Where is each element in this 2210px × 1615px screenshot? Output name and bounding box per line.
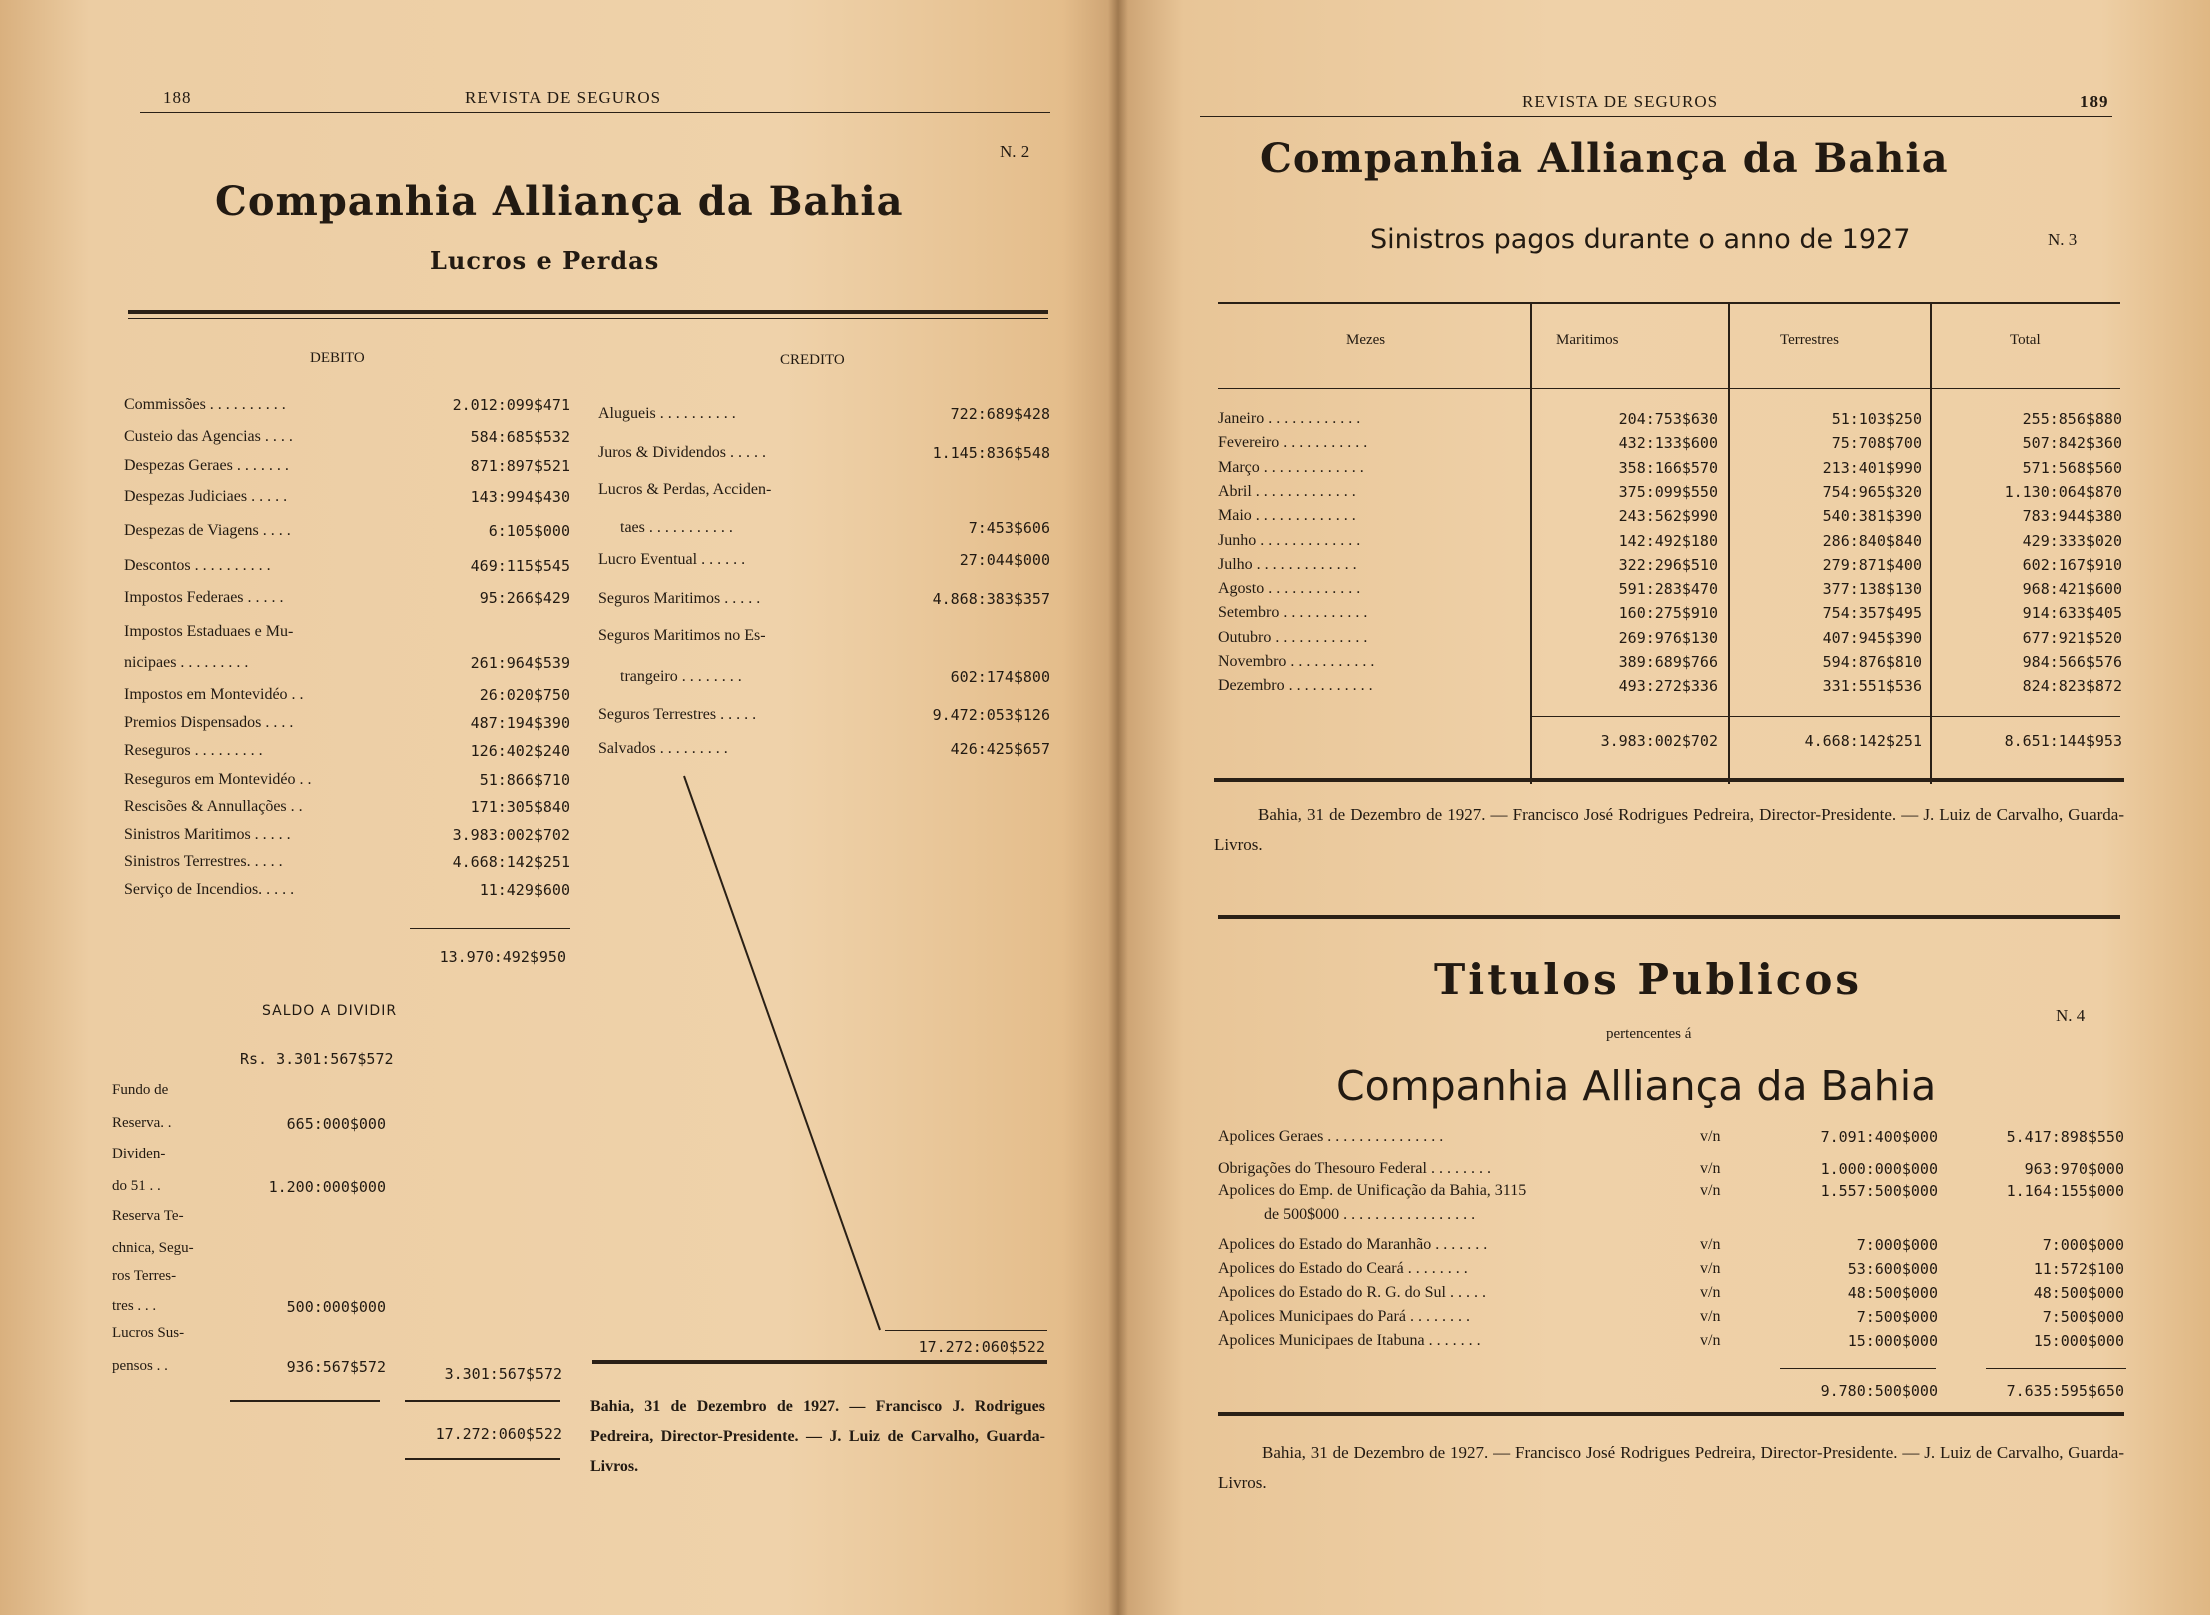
saldo-item-label: chnica, Segu- [112, 1240, 194, 1256]
debito-label: nicipaes . . . . . . . . . [124, 654, 249, 671]
total-value: 914:633$405 [2022, 604, 2122, 623]
terrestres-value: 213:401$990 [1822, 458, 1922, 477]
credito-label: Seguros Maritimos . . . . . [598, 590, 761, 607]
credito-footer-rule [592, 1360, 1047, 1364]
credito-label: Alugueis . . . . . . . . . . [598, 405, 736, 422]
total-value: 571:568$560 [2022, 458, 2122, 477]
debito-label: Commissões . . . . . . . . . . [124, 396, 286, 413]
saldo-total: 3.301:567$572 [444, 1365, 562, 1383]
total-value: 255:856$880 [2022, 410, 2122, 428]
total-value: 429:333$020 [2022, 531, 2122, 550]
maritimos-value: 493:272$336 [1618, 677, 1718, 696]
debito-label: Sinistros Terrestres. . . . . [124, 853, 283, 870]
titulo-valor: 5.417:898$550 [2006, 1128, 2124, 1146]
titulo-vn: v/n [1700, 1160, 1721, 1177]
month-label: Dezembro . . . . . . . . . . . [1218, 677, 1373, 695]
col-sep-2 [1728, 304, 1730, 784]
titulos-total-nominal: 9.780:500$000 [1820, 1382, 1938, 1400]
month-label: Setembro . . . . . . . . . . . [1218, 604, 1368, 622]
debito-label: Custeio das Agencias . . . . [124, 428, 293, 445]
month-label: Março . . . . . . . . . . . . . [1218, 458, 1364, 476]
debito-value: 2.012:099$471 [452, 396, 570, 414]
saldo-heading: SALDO A DIVIDIR [262, 1003, 398, 1019]
credito-value: 602:174$800 [950, 668, 1050, 686]
titulo-vn: v/n [1700, 1236, 1721, 1253]
top-thin-rule-left [128, 318, 1048, 319]
lucros-perdas-subtitle: Lucros e Perdas [430, 246, 660, 275]
month-label: Maio . . . . . . . . . . . . . [1218, 507, 1356, 525]
maritimos-value: 269:976$130 [1618, 628, 1718, 647]
titulo-nominal: 1.557:500$000 [1820, 1182, 1938, 1200]
header-rule-right [1200, 116, 2112, 117]
maritimos-value: 358:166$570 [1618, 458, 1718, 477]
titulos-sum-rule-b [1986, 1368, 2126, 1369]
month-label: Novembro . . . . . . . . . . . [1218, 653, 1375, 670]
debito-value: 26:020$750 [479, 686, 570, 704]
credito-label: Juros & Dividendos . . . . . [598, 444, 766, 461]
table-number-4: N. 4 [2056, 1006, 2086, 1025]
titulo-nominal: 7:500$000 [1856, 1308, 1938, 1326]
terrestres-value: 540:381$390 [1822, 507, 1922, 526]
col-head-total: Total [2010, 332, 2041, 348]
terrestres-value: 754:965$320 [1822, 482, 1922, 501]
month-label: Agosto . . . . . . . . . . . . [1218, 580, 1361, 598]
maritimos-value: 432:133$600 [1618, 434, 1718, 453]
debito-value: 261:964$539 [470, 654, 570, 672]
total-terrestres: 4.668:142$251 [1804, 732, 1922, 750]
saldo-rule-a [230, 1400, 380, 1402]
total-value: 507:842$360 [2022, 434, 2122, 453]
credito-sum-rule [885, 1330, 1047, 1331]
saldo-rule-b [405, 1400, 560, 1402]
top-thick-rule-left [128, 310, 1048, 314]
running-header-right: REVISTA DE SEGUROS [1522, 92, 1719, 111]
maritimos-value: 591:283$470 [1618, 580, 1718, 599]
titulo-nominal: 1.000:000$000 [1820, 1160, 1938, 1178]
terrestres-value: 286:840$840 [1822, 531, 1922, 550]
saldo-item-label: Dividen- [112, 1146, 166, 1162]
table3-top-rule [1218, 302, 2120, 304]
terrestres-value: 754:357$495 [1822, 604, 1922, 623]
debito-label: Despezas Judiciaes . . . . . [124, 488, 288, 505]
debito-label: Serviço de Incendios. . . . . [124, 881, 295, 898]
titulo-valor: 963:970$000 [2024, 1160, 2124, 1178]
titulo-label: Apolices do Emp. de Unificação da Bahia, 3115 [1218, 1182, 1527, 1199]
total-value: 968:421$600 [2022, 580, 2122, 599]
credito-label: Lucro Eventual . . . . . . [598, 551, 746, 568]
titulo-label: Apolices Municipaes de Itabuna . . . . . . . [1218, 1332, 1481, 1349]
debito-total: 13.970:492$950 [439, 948, 566, 966]
saldo-item-value: 500:000$000 [286, 1298, 386, 1316]
titulo-valor: 15:000$000 [2033, 1332, 2124, 1350]
titulo-nominal: 48:500$000 [1847, 1284, 1938, 1302]
terrestres-value: 594:876$810 [1822, 653, 1922, 671]
debito-value: 871:897$521 [470, 457, 570, 475]
credito-value: 722:689$428 [950, 405, 1050, 423]
credito-label: trangeiro . . . . . . . . [620, 668, 742, 685]
credito-value: 426:425$657 [950, 740, 1050, 758]
month-label: Junho . . . . . . . . . . . . . [1218, 531, 1361, 549]
running-header-left: REVISTA DE SEGUROS [465, 88, 662, 107]
total-value: 677:921$520 [2022, 628, 2122, 647]
month-label: Julho . . . . . . . . . . . . . [1218, 555, 1357, 573]
header-rule-left [140, 112, 1050, 113]
terrestres-value: 279:871$400 [1822, 555, 1922, 574]
credito-heading: CREDITO [780, 352, 845, 368]
saldo-item-label: Lucros Sus- [112, 1325, 185, 1341]
table3-head-rule [1218, 388, 2120, 389]
separator-rule [1218, 915, 2120, 919]
debito-value: 171:305$840 [470, 798, 570, 816]
month-label: Janeiro . . . . . . . . . . . . [1218, 410, 1361, 427]
footer-left: Bahia, 31 de Dezembro de 1927. — Francisco J. Rodrigues Pedreira, Director-Presidente. — J. Luiz de Carvalho, Guarda-Livros. [590, 1398, 1045, 1475]
pertencentes-text: pertencentes á [1606, 1026, 1692, 1042]
sinistros-subtitle: Sinistros pagos durante o anno de 1927 [1370, 224, 1911, 255]
book-gutter [1108, 0, 1128, 1615]
debito-value: 143:994$430 [470, 488, 570, 506]
titulo-vn: v/n [1700, 1308, 1721, 1325]
col-head-mezes: Mezes [1346, 332, 1386, 348]
maritimos-value: 243:562$990 [1618, 507, 1718, 526]
debito-value: 6:105$000 [488, 522, 570, 540]
page-number-right: 189 [2080, 92, 2109, 111]
titulo-vn: v/n [1700, 1260, 1721, 1277]
titulo-label: Apolices do Estado do Ceará . . . . . . . . [1218, 1260, 1468, 1277]
month-label: Outubro . . . . . . . . . . . . [1218, 628, 1368, 646]
page-number-left: 188 [163, 88, 192, 107]
terrestres-value: 75:708$700 [1831, 434, 1922, 453]
debito-value: 469:115$545 [470, 557, 570, 575]
debito-value: 126:402$240 [470, 742, 570, 760]
terrestres-value: 377:138$130 [1822, 580, 1922, 599]
total-maritimos: 3.983:002$702 [1600, 732, 1718, 750]
total-value: 602:167$910 [2022, 555, 2122, 574]
credito-value: 1.145:836$548 [932, 444, 1050, 462]
titulo-label: Obrigações do Thesouro Federal . . . . . . . . [1218, 1160, 1491, 1177]
table3-sum-rule [1530, 716, 2120, 717]
month-label: Abril . . . . . . . . . . . . . [1218, 482, 1356, 500]
titulos-total-valor: 7.635:595$650 [2006, 1382, 2124, 1400]
debito-value: 51:866$710 [479, 771, 570, 789]
debito-label: Premios Dispensados . . . . [124, 714, 294, 731]
titulos-sum-rule-a [1780, 1368, 1936, 1369]
credito-value: 4.868:383$357 [932, 590, 1050, 608]
terrestres-value: 407:945$390 [1822, 628, 1922, 647]
table-number-2: N. 2 [1000, 142, 1030, 161]
debito-label: Sinistros Maritimos . . . . . [124, 826, 291, 843]
credito-label: Seguros Terrestres . . . . . [598, 706, 757, 723]
saldo-item-value: 936:567$572 [286, 1358, 386, 1376]
debito-sum-rule [410, 928, 570, 929]
maritimos-value: 160:275$910 [1618, 604, 1718, 623]
saldo-item-label: Reserva. . [112, 1115, 172, 1131]
saldo-item-label: Fundo de [112, 1082, 169, 1098]
total-value: 984:566$576 [2022, 653, 2122, 671]
titulo-valor: 7:000$000 [2042, 1236, 2124, 1254]
credito-label: taes . . . . . . . . . . . [620, 519, 733, 536]
saldo-item-label: tres . . . [112, 1298, 157, 1314]
col-sep-1 [1530, 304, 1532, 784]
credito-value: 27:044$000 [959, 551, 1050, 569]
debito-label: Impostos em Montevidéo . . [124, 686, 304, 703]
col-head-maritimos: Maritimos [1556, 332, 1619, 348]
credito-label: Salvados . . . . . . . . . [598, 740, 728, 757]
debito-heading: DEBITO [310, 350, 365, 366]
right-page [1118, 0, 2210, 1615]
maritimos-value: 389:689$766 [1618, 653, 1718, 671]
titulo-label: Apolices do Estado do R. G. do Sul . . . . . [1218, 1284, 1486, 1301]
titulo-label: de 500$000 . . . . . . . . . . . . . . . . . [1264, 1206, 1476, 1223]
debito-value: 3.983:002$702 [452, 826, 570, 844]
col-head-terrestres: Terrestres [1780, 332, 1839, 348]
total-geral: 8.651:144$953 [2004, 732, 2122, 750]
grand-total-left: 17.272:060$522 [435, 1425, 562, 1443]
titulo-valor: 7:500$000 [2042, 1308, 2124, 1326]
debito-label: Reseguros em Montevidéo . . [124, 771, 312, 788]
saldo-item-label: Reserva Te- [112, 1208, 184, 1224]
total-value: 824:823$872 [2022, 677, 2122, 696]
credito-label: Lucros & Perdas, Acciden- [598, 481, 772, 498]
saldo-rs: Rs. 3.301:567$572 [240, 1050, 394, 1068]
titulo-label: Apolices Municipaes do Pará . . . . . . . . [1218, 1308, 1470, 1325]
saldo-item-label: pensos . . [112, 1358, 168, 1374]
titulo-vn: v/n [1700, 1332, 1721, 1349]
debito-value: 487:194$390 [470, 714, 570, 732]
maritimos-value: 375:099$550 [1618, 482, 1718, 501]
debito-label: Rescisões & Annullações . . [124, 798, 303, 815]
table3-bottom-rule [1214, 778, 2124, 782]
footer-right-2: Bahia, 31 de Dezembro de 1927. — Francisco José Rodrigues Pedreira, Director-Presidente. — J. Luiz de Carvalho, Guarda-Livros. [1218, 1443, 2124, 1492]
debito-label: Reseguros . . . . . . . . . [124, 742, 263, 759]
month-label: Fevereiro . . . . . . . . . . . [1218, 434, 1368, 452]
titulo-valor: 1.164:155$000 [2006, 1182, 2124, 1200]
col-sep-3 [1930, 304, 1932, 784]
credito-value: 7:453$606 [968, 519, 1050, 537]
maritimos-value: 142:492$180 [1618, 531, 1718, 550]
titulo-nominal: 15:000$000 [1847, 1332, 1938, 1350]
titulo-nominal: 7.091:400$000 [1820, 1128, 1938, 1146]
debito-label: Impostos Federaes . . . . . [124, 589, 284, 606]
saldo-item-value: 1.200:000$000 [268, 1178, 386, 1196]
titulo-nominal: 7:000$000 [1856, 1236, 1938, 1254]
credito-filler-line [680, 770, 940, 1350]
total-value: 783:944$380 [2022, 507, 2122, 526]
saldo-item-label: ros Terres- [112, 1268, 177, 1284]
titulo-vn: v/n [1700, 1284, 1721, 1301]
credito-value: 9.472:053$126 [932, 706, 1050, 724]
saldo-item-value: 665:000$000 [286, 1115, 386, 1133]
debito-label: Despezas Geraes . . . . . . . [124, 457, 289, 474]
titulo-vn: v/n [1700, 1182, 1721, 1199]
titulos-bottom-rule [1218, 1412, 2124, 1416]
maritimos-value: 322:296$510 [1618, 555, 1718, 574]
titulo-vn: v/n [1700, 1128, 1721, 1145]
company-title-right: Companhia Alliança da Bahia [1260, 135, 1949, 182]
terrestres-value: 51:103$250 [1831, 410, 1922, 428]
company-title-left: Companhia Alliança da Bahia [215, 178, 904, 225]
debito-value: 11:429$600 [479, 881, 570, 899]
table-number-3: N. 3 [2048, 230, 2078, 249]
titulo-nominal: 53:600$000 [1847, 1260, 1938, 1278]
titulo-label: Apolices do Estado do Maranhão . . . . . . . [1218, 1236, 1488, 1253]
footer-right-1: Bahia, 31 de Dezembro de 1927. — Francisco José Rodrigues Pedreira, Director-Presidente. — J. Luiz de Carvalho, Guarda-Livros. [1214, 805, 2124, 854]
total-value: 1.130:064$870 [2004, 482, 2122, 501]
debito-value: 4.668:142$251 [452, 853, 570, 871]
debito-value: 584:685$532 [470, 428, 570, 446]
company-title-titulos: Companhia Alliança da Bahia [1336, 1062, 1937, 1110]
saldo-item-label: do 51 . . [112, 1178, 161, 1194]
debito-label: Despezas de Viagens . . . . [124, 522, 291, 539]
credito-total: 17.272:060$522 [918, 1338, 1045, 1356]
terrestres-value: 331:551$536 [1822, 677, 1922, 696]
maritimos-value: 204:753$630 [1618, 410, 1718, 428]
titulo-valor: 48:500$000 [2033, 1284, 2124, 1302]
titulo-valor: 11:572$100 [2033, 1260, 2124, 1278]
titulos-title: Titulos Publicos [1434, 955, 1863, 1004]
credito-label: Seguros Maritimos no Es- [598, 627, 766, 644]
debito-label: Descontos . . . . . . . . . . [124, 557, 271, 574]
debito-label: Impostos Estaduaes e Mu- [124, 623, 294, 640]
debito-value: 95:266$429 [479, 589, 570, 607]
grand-total-left-rule [405, 1458, 560, 1460]
titulo-label: Apolices Geraes . . . . . . . . . . . . . . . [1218, 1128, 1444, 1145]
